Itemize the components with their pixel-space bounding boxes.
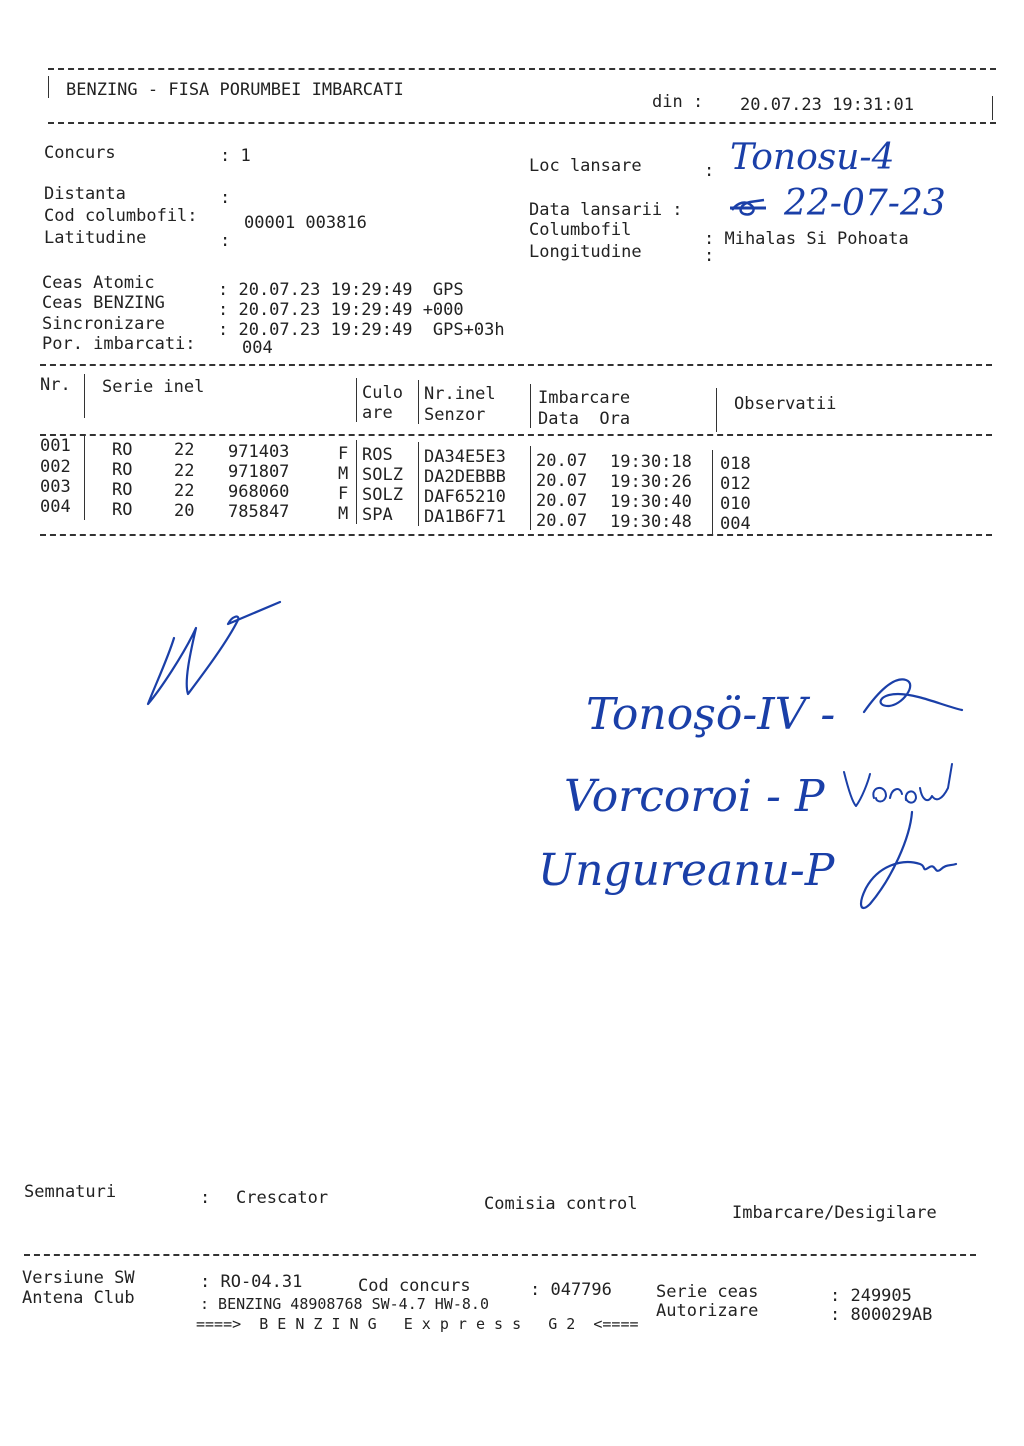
din-label: din : (652, 92, 704, 112)
handwritten-line-3: Ungureanu-P (538, 845, 835, 896)
comisia-control-label: Comisia control (484, 1194, 638, 1214)
table-header-rule (40, 434, 992, 436)
table-row-1-data: 20.07 (536, 451, 588, 471)
semnaturi-sep: : (200, 1188, 211, 1208)
table-row-4-nr: 004 (40, 497, 71, 517)
col-header-imbarcare-2: Data Ora (538, 409, 631, 429)
cod-concurs-label: Cod concurs (358, 1276, 471, 1296)
autorizare-label: Autorizare (656, 1301, 759, 1321)
cod-columbofil-value: 00001 003816 (244, 213, 367, 233)
table-row-3-an: 22 (174, 481, 195, 501)
col-divider (418, 380, 419, 424)
concurs-label: Concurs (44, 143, 116, 163)
table-row-2-obs: 012 (720, 474, 751, 494)
signature-scribble (140, 598, 290, 714)
col-divider (84, 374, 85, 418)
din-value: 20.07.23 19:31:01 (740, 95, 914, 115)
footer-top-rule (24, 1254, 976, 1256)
versiune-sw-label: Versiune SW (22, 1268, 135, 1288)
table-row-1-senzor: DA34E5E3 (424, 447, 506, 467)
imbarcare-desigilare-label: Imbarcare/Desigilare (732, 1203, 937, 1223)
columbofil-value: : Mihalas Si Pohoata (704, 229, 909, 249)
data-lansarii-label: Data lansarii : (529, 200, 683, 220)
table-row-1-culoare: ROS (362, 445, 393, 465)
signature-mark-3 (852, 808, 962, 918)
table-row-2-culoare: SOLZ (362, 465, 403, 485)
distanta-value: : (220, 188, 231, 208)
table-row-2-an: 22 (174, 461, 195, 481)
antena-club-label: Antena Club (22, 1288, 135, 1308)
sincronizare-value: : 20.07.23 19:29:49 GPS+03h (218, 320, 505, 340)
table-row-3-senzor: DAF65210 (424, 487, 506, 507)
col-divider (530, 384, 531, 428)
col-header-culoare-2: are (362, 403, 393, 423)
col-header-nrinel-2: Senzor (424, 405, 486, 425)
table-row-3-tara: RO (112, 480, 133, 500)
table-row-2-nr: 002 (40, 457, 71, 477)
ceas-atomic-label: Ceas Atomic (42, 273, 155, 293)
table-row-4-obs: 004 (720, 514, 751, 534)
row-divider (84, 436, 85, 520)
table-row-4-inel: 785847 (228, 502, 290, 522)
table-row-1-tara: RO (112, 440, 133, 460)
handwritten-line-1: Tonoşö-IV - (586, 689, 836, 740)
table-top-rule (40, 364, 992, 366)
table-row-4-sex: M (338, 504, 349, 524)
versiune-sw-value: : RO-04.31 (200, 1272, 303, 1292)
table-row-4-ora: 19:30:48 (610, 512, 692, 532)
col-divider (716, 388, 717, 432)
row-divider (530, 446, 531, 530)
table-row-4-culoare: SPA (362, 505, 393, 525)
col-divider (356, 378, 357, 422)
table-row-3-ora: 19:30:40 (610, 492, 692, 512)
latitudine-label: Latitudine (44, 228, 147, 248)
table-row-2-data: 20.07 (536, 471, 588, 491)
concurs-value: : 1 (220, 146, 251, 166)
latitudine-value: : (220, 231, 231, 251)
table-row-2-senzor: DA2DEBBB (424, 467, 506, 487)
col-header-nrinel-1: Nr.inel (424, 384, 496, 404)
table-row-1-obs: 018 (720, 454, 751, 474)
loc-lansare-handwritten: Tonosu-4 (730, 137, 895, 178)
semnaturi-label: Semnaturi (24, 1182, 117, 1202)
table-row-3-data: 20.07 (536, 491, 588, 511)
table-bottom-rule (40, 534, 992, 536)
por-imbarcati-label: Por. imbarcati: (42, 334, 196, 354)
table-row-1-an: 22 (174, 440, 195, 460)
col-header-nr: Nr. (40, 375, 71, 395)
serie-ceas-value: : 249905 (830, 1286, 912, 1306)
document-title: BENZING - FISA PORUMBEI IMBARCATI (66, 80, 404, 100)
header-left-bar (48, 76, 49, 98)
autorizare-value: : 800029AB (830, 1305, 933, 1325)
col-header-observatii: Observatii (734, 394, 837, 414)
header-top-rule (48, 68, 996, 70)
table-row-3-nr: 003 (40, 477, 71, 497)
table-row-3-culoare: SOLZ (362, 485, 403, 505)
data-lansarii-handwritten: 22-07-23 (784, 183, 946, 224)
header-bottom-rule (48, 122, 996, 124)
table-row-3-inel: 968060 (228, 482, 290, 502)
handwritten-line-2: Vorcoroi - P (564, 771, 825, 822)
header-right-bar (992, 96, 993, 120)
table-row-1-ora: 19:30:18 (610, 452, 692, 472)
crossed-out-mark (728, 196, 768, 220)
benzing-express-banner: ====> B E N Z I N G E x p r e s s G 2 <==== (196, 1315, 639, 1333)
table-row-4-data: 20.07 (536, 511, 588, 531)
distanta-label: Distanta (44, 184, 126, 204)
row-divider (356, 440, 357, 524)
col-header-serie: Serie inel (102, 377, 205, 397)
table-row-1-nr: 001 (40, 436, 71, 456)
longitudine-value: : (704, 246, 715, 266)
loc-lansare-sep: : (704, 161, 715, 181)
table-row-3-obs: 010 (720, 494, 751, 514)
table-row-4-an: 20 (174, 501, 195, 521)
table-row-4-tara: RO (112, 500, 133, 520)
row-divider (712, 450, 713, 534)
antena-club-value: : BENZING 48908768 SW-4.7 HW-8.0 (200, 1295, 489, 1313)
crescator-label: Crescator (236, 1188, 329, 1208)
cod-concurs-value: : 047796 (530, 1280, 612, 1300)
cod-columbofil-label: Cod columbofil: (44, 206, 198, 226)
table-row-2-tara: RO (112, 460, 133, 480)
col-header-culoare-1: Culo (362, 383, 403, 403)
table-row-2-ora: 19:30:26 (610, 472, 692, 492)
sincronizare-label: Sincronizare (42, 314, 165, 334)
ceas-benzing-label: Ceas BENZING (42, 293, 165, 313)
serie-ceas-label: Serie ceas (656, 1282, 759, 1302)
table-row-2-sex: M (338, 464, 349, 484)
row-divider (418, 442, 419, 526)
longitudine-label: Longitudine (529, 242, 642, 262)
table-row-2-inel: 971807 (228, 462, 290, 482)
loc-lansare-label: Loc lansare (529, 156, 642, 176)
ceas-benzing-value: : 20.07.23 19:29:49 +000 (218, 300, 464, 320)
table-row-3-sex: F (338, 484, 349, 504)
ceas-atomic-value: : 20.07.23 19:29:49 GPS (218, 280, 464, 300)
table-row-4-senzor: DA1B6F71 (424, 507, 506, 527)
por-imbarcati-value: 004 (242, 338, 273, 358)
col-header-imbarcare-1: Imbarcare (538, 388, 631, 408)
table-row-1-inel: 971403 (228, 442, 290, 462)
table-row-1-sex: F (338, 444, 349, 464)
columbofil-label: Columbofil (529, 220, 632, 240)
signature-mark-1 (858, 672, 968, 720)
